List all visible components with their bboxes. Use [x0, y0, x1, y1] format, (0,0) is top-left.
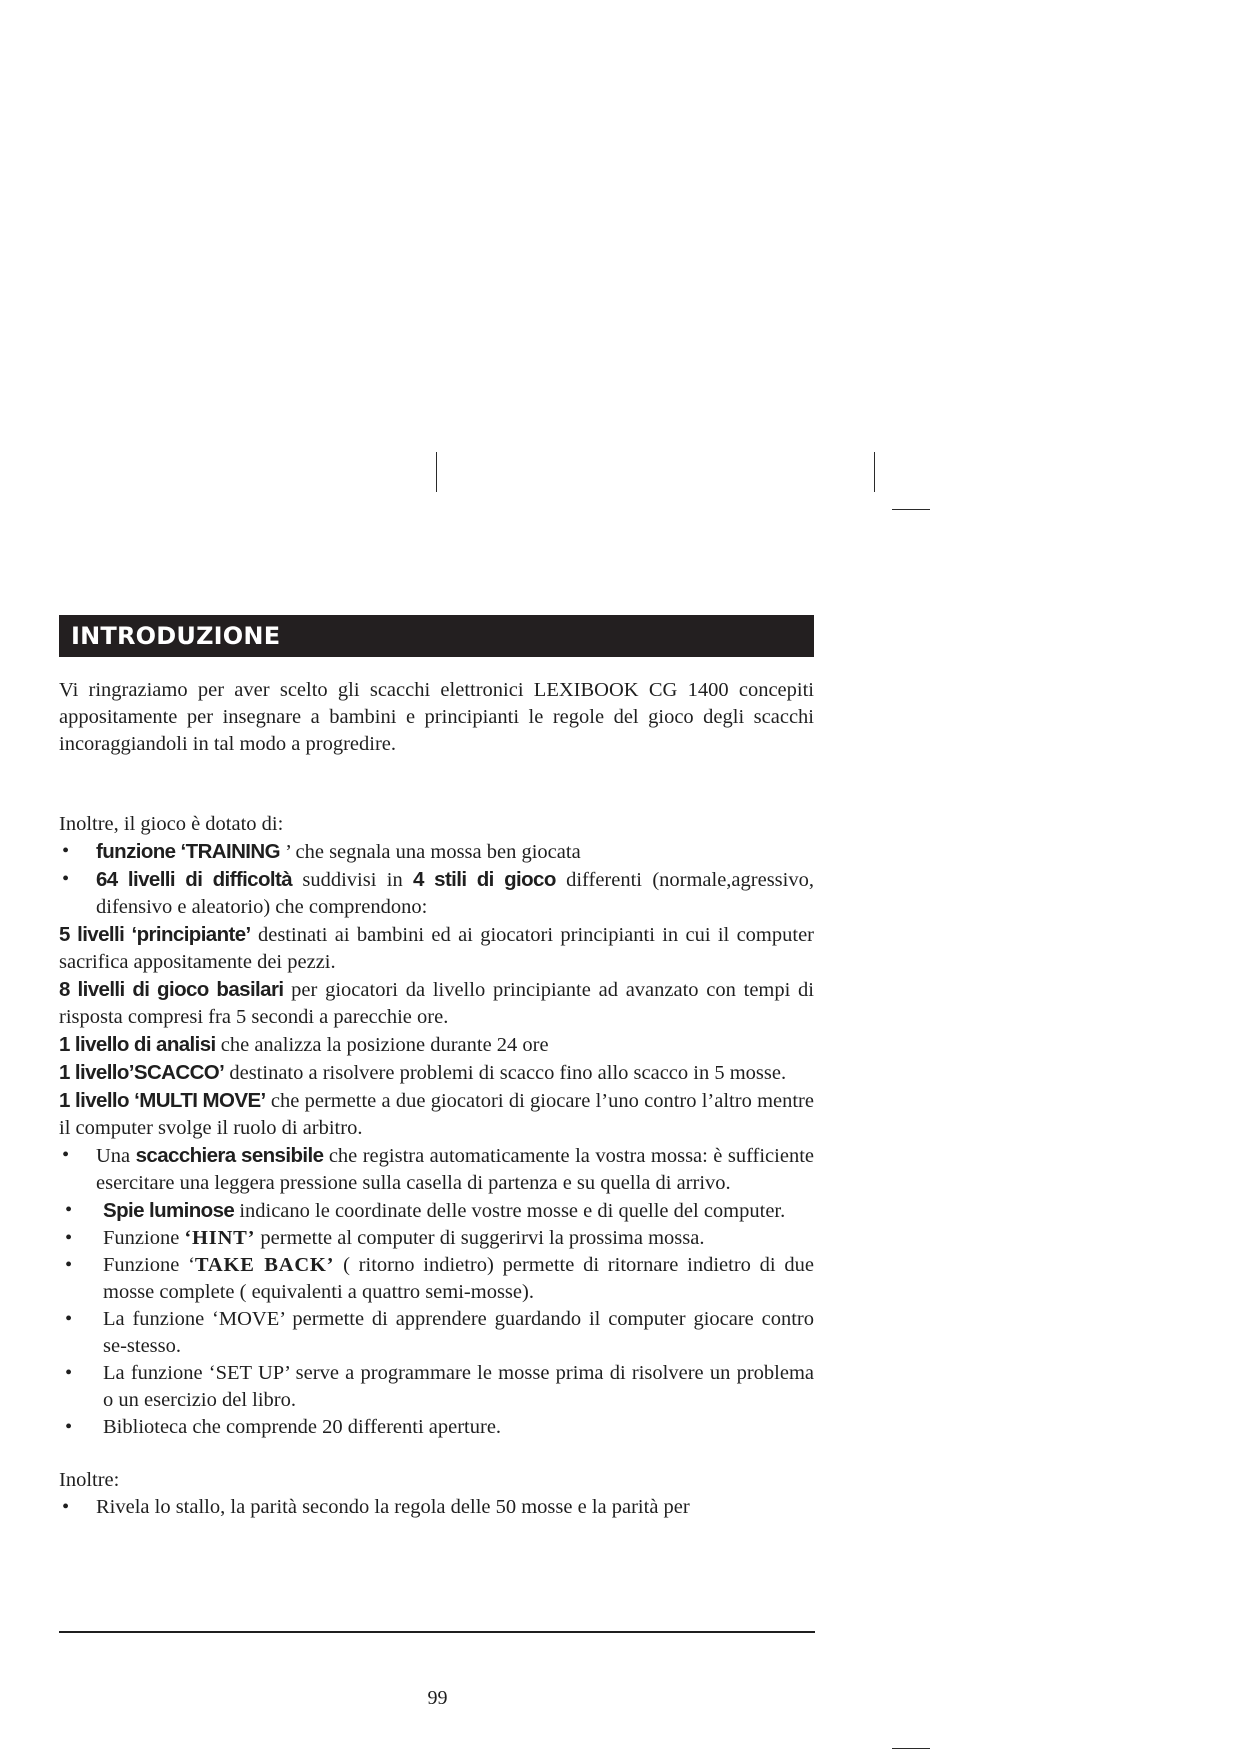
bullet-icon: • [62, 1496, 70, 1518]
feature-spie: • Spie luminose indicano le coordinate delle vostre mosse e di quelle del computer. [65, 1199, 786, 1222]
bullet-icon: • [62, 1144, 70, 1166]
feature-hint: • Funzione ‘HINT’ permette al computer di suggerirvi la prossima mossa. [59, 1225, 814, 1252]
intro-paragraph: Vi ringraziamo per aver scelto gli scacchi elettronici LEXIBOOK CG 1400 concepiti appositamente per insegnare a bambini e principianti le regole del gioco degli scacchi incoraggiandoli in tal modo a progredire. [59, 679, 814, 755]
level-principiante: 5 livelli ‘principiante’ destinati ai bambini ed ai giocatori principianti in cui il computer sacrifica appositamente dei pezzi. [59, 923, 814, 973]
bullet-icon: • [65, 1362, 73, 1384]
page-content [59, 615, 814, 1521]
feature-set-up: • La funzione ‘SET UP’ serve a programmare le mosse prima di risolvere un problema o un esercizio del libro. [65, 1362, 814, 1411]
feature-scacchiera: • Una scacchiera sensibile che registra automaticamente la vostra mossa: è sufficiente esercitare una leggera pressione sulla casella di partenza e su quella di arrivo. [62, 1144, 814, 1194]
crop-mark-vertical-right [874, 452, 875, 492]
level-basilari: 8 livelli di gioco basilari per giocatori da livello principiante ad avanzato con tempi di risposta compresi fra 5 secondi a parecchie ore. [59, 978, 815, 1028]
level-analisi: 1 livello di analisi che analizza la posizione durante 24 ore [59, 1033, 549, 1056]
feature-take-back: • Funzione ‘TAKE BACK’ ( ritorno indietro) permette di ritornare indietro di due mosse complete ( equivalenti a quattro semi-mosse). [65, 1254, 814, 1303]
also-item: • Rivela lo stallo, la parità secondo la regola delle 50 mosse e la parità per [59, 1494, 814, 1521]
features-lead: Inoltre, il gioco è dotato di: [59, 813, 284, 835]
bullet-icon: • [65, 1254, 73, 1276]
bullet-icon: • [65, 1308, 73, 1330]
crop-mark-horizontal-top [892, 509, 930, 510]
level-multi-move: 1 livello ‘MULTI MOVE’ che permette a due giocatori di giocare l’uno contro l’altro mentre il computer svolge il ruolo di arbitro. [59, 1089, 814, 1139]
bullet-icon: • [62, 840, 70, 862]
feature-biblioteca: • Biblioteca che comprende 20 differenti aperture. [59, 1414, 814, 1441]
also-lead: Inoltre: [59, 1469, 120, 1491]
section-header-bar [59, 615, 814, 657]
bottom-rule [59, 1631, 815, 1633]
feature-move: • La funzione ‘MOVE’ permette di apprendere guardando il computer giocare contro se-stesso. [65, 1308, 814, 1357]
bullet-icon: • [65, 1416, 73, 1438]
bullet-icon: • [62, 868, 70, 890]
page-number: 99 [427, 1687, 448, 1709]
crop-mark-horizontal-bottom [892, 1748, 930, 1749]
crop-mark-vertical-left [436, 452, 437, 492]
level-scacco: 1 livello’SCACCO’ destinato a risolvere problemi di scacco fino allo scacco in 5 mosse. [59, 1061, 787, 1084]
section-title: INTRODUZIONE [71, 622, 281, 650]
feature-training: • funzione ‘TRAINING ’ che segnala una mossa ben giocata [62, 840, 581, 863]
bullet-icon: • [65, 1199, 73, 1221]
feature-levels: • 64 livelli di difficoltà suddivisi in 4 stili di gioco differenti (normale,agressivo, difensivo e aleatorio) che comprendono: [62, 868, 814, 918]
bullet-icon: • [65, 1227, 73, 1249]
